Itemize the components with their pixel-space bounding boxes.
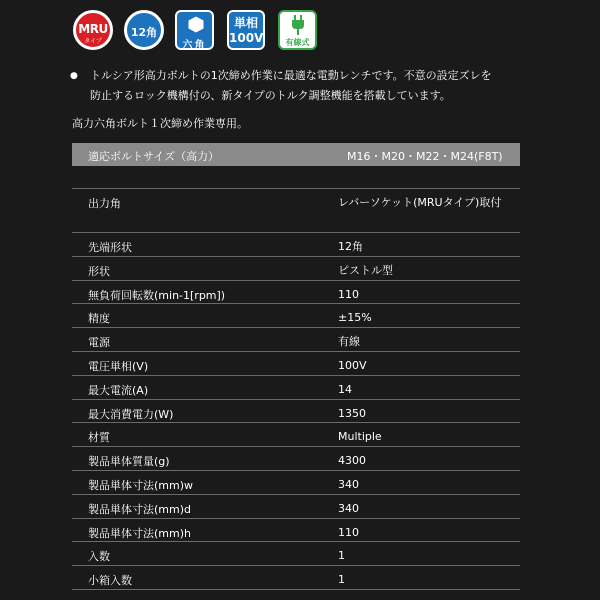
spec-key: 最大電流(A) (88, 383, 149, 397)
spec-key: 電源 (88, 336, 110, 350)
spec-row (72, 376, 520, 400)
spec-value: 340 (338, 501, 359, 515)
spec-row (72, 447, 520, 471)
spec-value: 有線 (338, 335, 360, 349)
spec-key: 電圧単相(V) (88, 359, 149, 373)
description-line-2: 防止するロック機構付の、新タイプのトルク調整機能を搭載しています。 (90, 89, 451, 102)
description-line-1: トルシア形高力ボルトの1次締め作業に最適な電動レンチです。不意の設定ズレを (90, 69, 492, 82)
single-phase-100v-icon (227, 10, 265, 50)
wired-icon-label: 有線式 (285, 38, 310, 47)
mru-icon-label: MRU (78, 22, 108, 36)
bolt-size-bar (72, 143, 520, 166)
voltage-icon-line2: 100V (229, 31, 264, 45)
spec-value: レバーソケット(MRUタイプ)取付 (338, 196, 502, 209)
spec-key: 出力角 (88, 197, 121, 210)
bullet-icon: ● (70, 71, 78, 81)
spec-key: 製品単体寸法(mm)w (88, 478, 194, 492)
spec-key: 先端形状 (88, 241, 132, 254)
spec-key: 製品単体寸法(mm)d (88, 502, 191, 516)
spec-row (72, 281, 520, 305)
bolt-size-value: M16・M20・M22・M24(F8T) (347, 150, 503, 163)
bolt-size-label: 適応ボルトサイズ（高力） (88, 150, 220, 163)
twelve-point-icon-label: 12角 (130, 26, 158, 39)
spec-key: 材質 (88, 431, 110, 445)
spec-row (72, 566, 520, 590)
spec-row (72, 328, 520, 352)
spec-row (72, 495, 520, 519)
hexagon-shape-icon (188, 16, 204, 33)
twelve-point-icon (124, 10, 164, 50)
mru-icon-sublabel: タイプ (84, 38, 102, 45)
mru-type-icon (73, 10, 113, 50)
spec-row (72, 542, 520, 566)
spec-row (72, 257, 520, 281)
spec-table (72, 188, 520, 590)
spec-value: 100V (338, 358, 367, 372)
spec-row (72, 352, 520, 376)
spec-key: 無負荷回転数(min-1[rpm]) (88, 288, 226, 302)
spec-row (72, 423, 520, 447)
spec-value: Multiple (338, 430, 382, 444)
hexagon-icon-label: 六角 (182, 40, 207, 51)
spec-key: 形状 (88, 264, 110, 278)
spec-row (72, 189, 520, 233)
spec-value: ピストル型 (338, 263, 393, 277)
spec-key: 製品単体質量(g) (88, 455, 170, 469)
spec-key: 小箱入数 (88, 574, 132, 588)
usage-note: 高力六角ボルト１次締め作業専用。 (72, 117, 248, 130)
spec-value: 12角 (338, 240, 363, 253)
spec-value: 110 (338, 287, 359, 301)
spec-key: 入数 (88, 550, 110, 564)
spec-value: 340 (338, 477, 359, 491)
spec-row (72, 471, 520, 495)
spec-key: 精度 (88, 312, 110, 326)
spec-value: 14 (338, 382, 352, 396)
hexagon-icon (175, 10, 214, 50)
spec-value: 1 (338, 549, 345, 563)
spec-key: 製品単体寸法(mm)h (88, 526, 191, 540)
spec-row (72, 400, 520, 424)
spec-value: ±15% (338, 311, 372, 325)
spec-row (72, 304, 520, 328)
spec-value: 1 (338, 573, 345, 587)
wired-plug-icon (278, 10, 317, 50)
plug-icon (291, 15, 305, 35)
spec-key: 最大消費電力(W) (88, 407, 174, 421)
spec-row (72, 519, 520, 543)
spec-row (72, 233, 520, 257)
spec-value: 1350 (338, 406, 366, 420)
spec-value: 4300 (338, 454, 366, 468)
voltage-icon-line1: 単相 (233, 16, 258, 30)
spec-value: 110 (338, 525, 359, 539)
